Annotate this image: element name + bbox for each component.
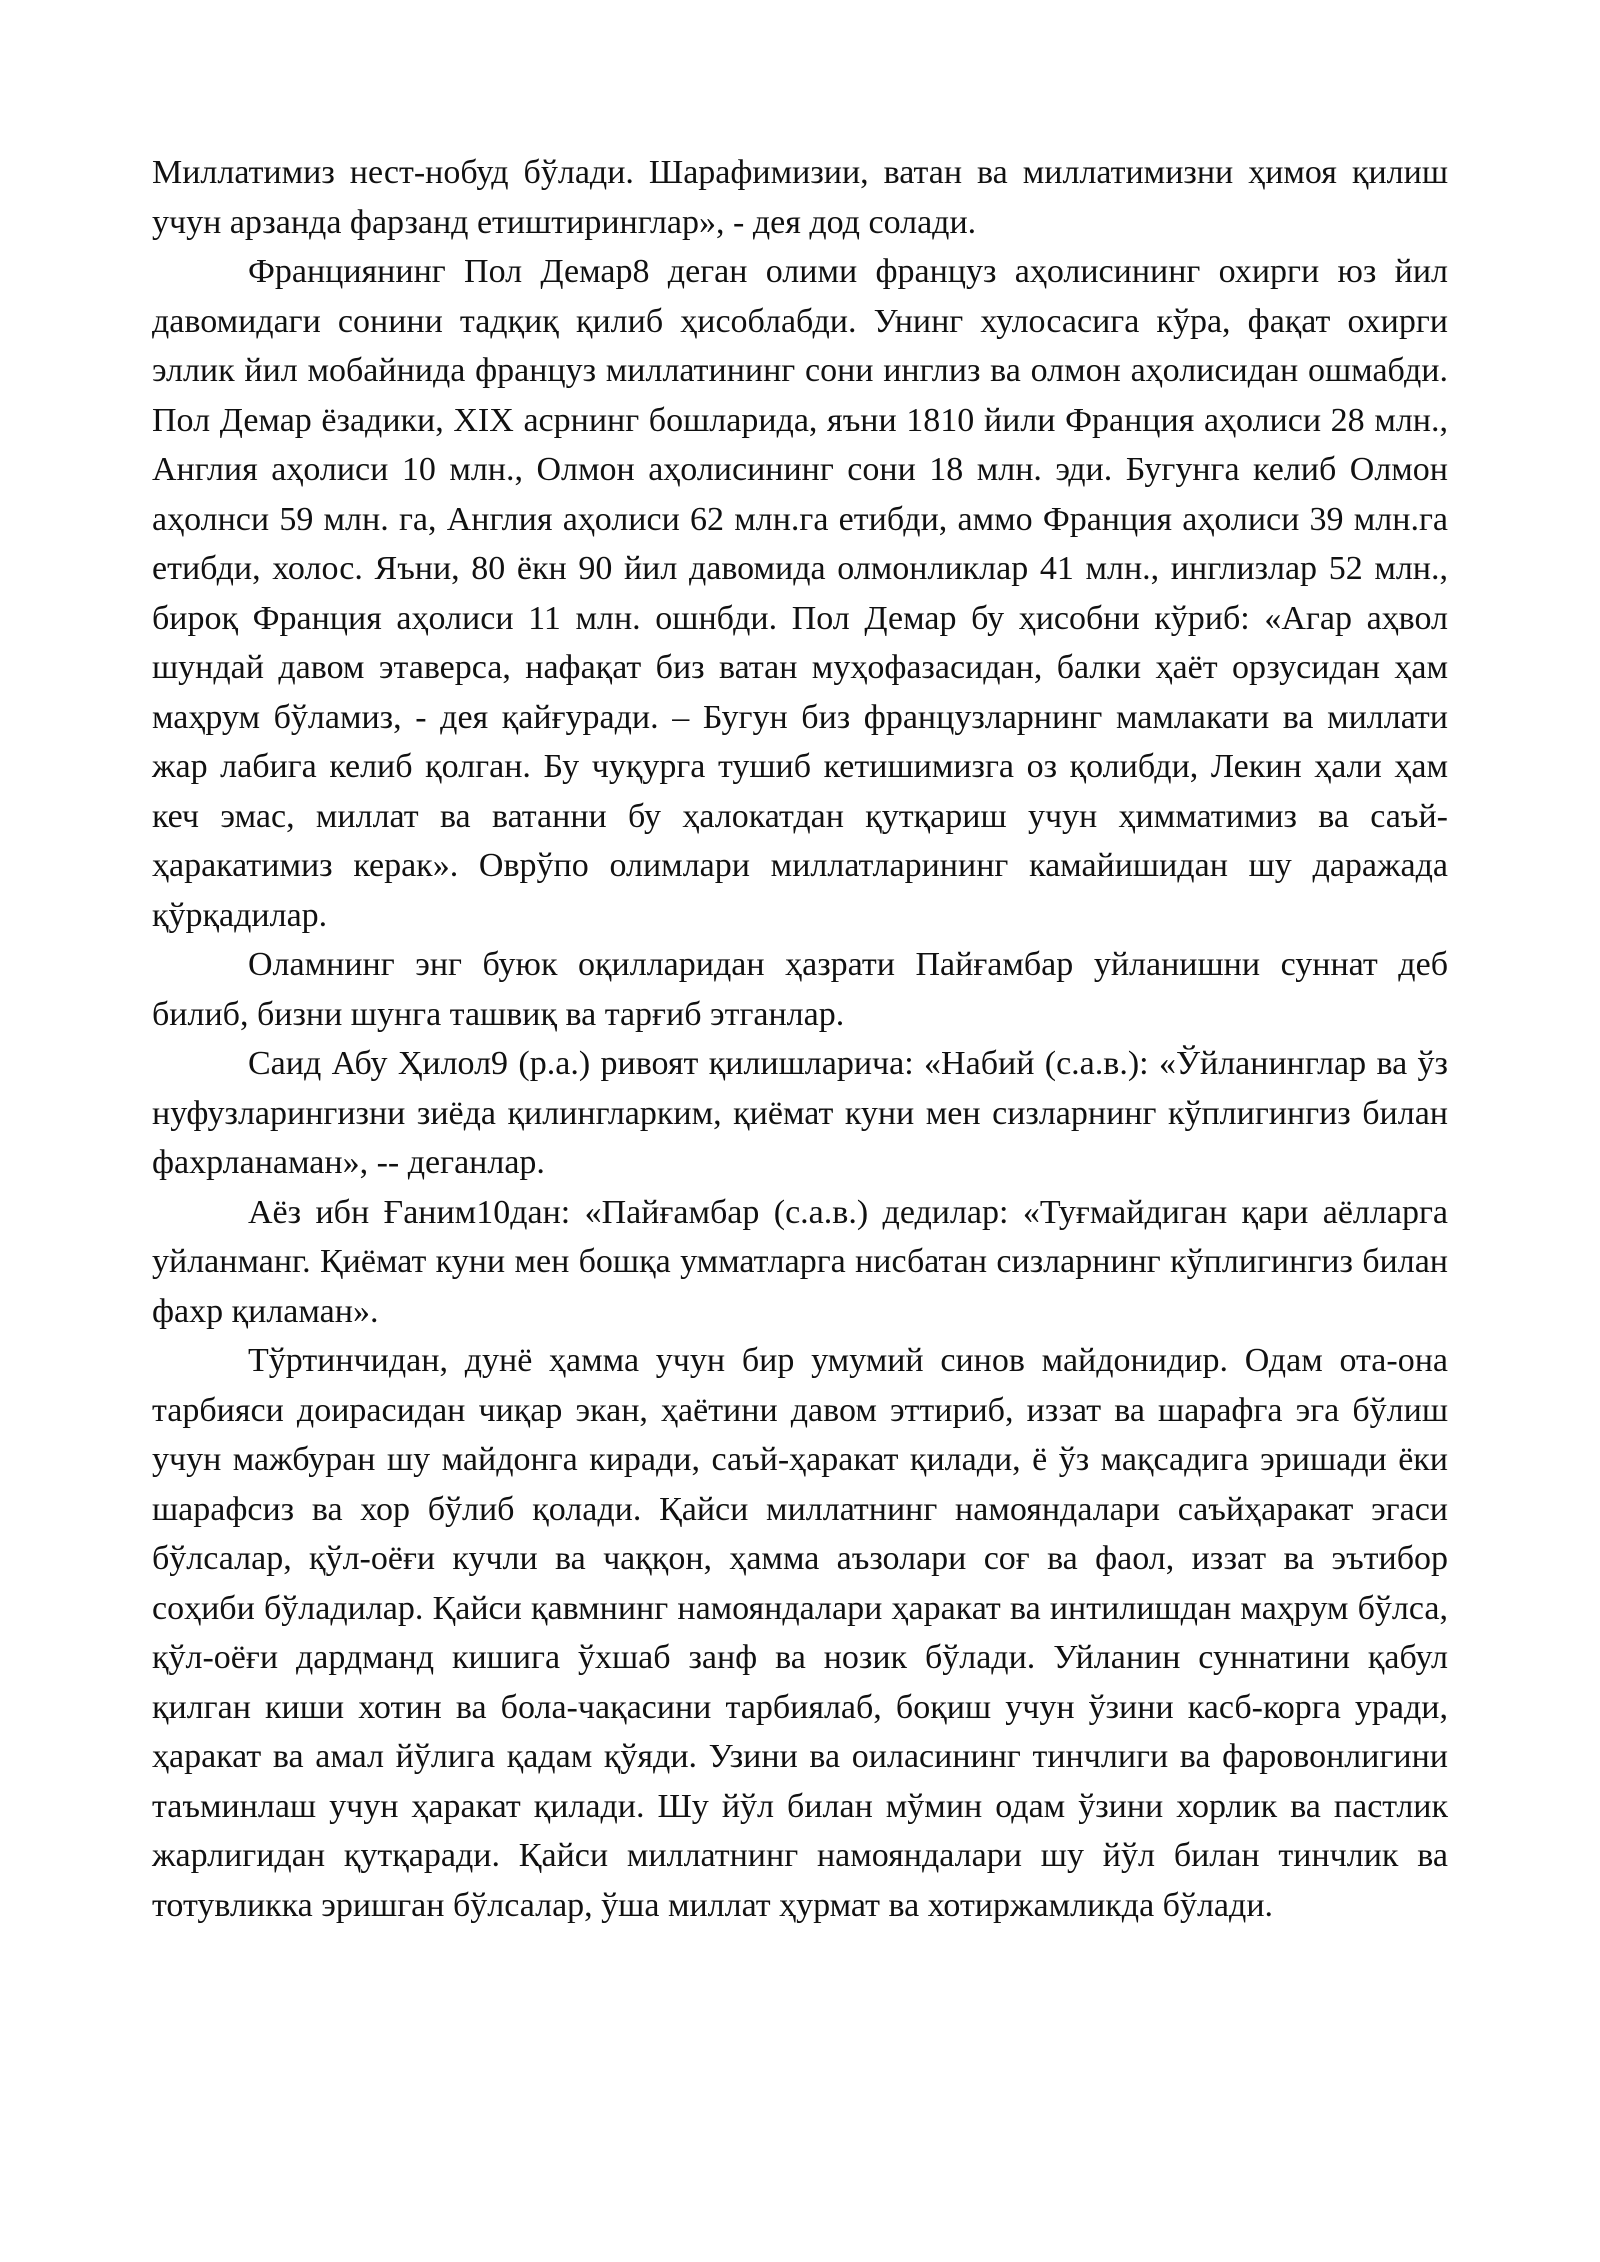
paragraph-prophet-marriage: Оламнинг энг буюк оқилларидан ҳазрати Пайғамбар уйланишни суннат деб билиб, бизни шунга ташвиқ ва тарғиб этганлар. xyxy=(152,946,1448,1033)
paragraph-ayoz-hadith: Аёз ибн Ғаним10дан: «Пайғамбар (с.а.в.) дедилар: «Туғмайдиган қари аёлларга уйланманг. Қиёмат куни мен бошқа умматларга нисбатан сизларнинг кўплигингиз билан фахр қиламан». xyxy=(152,1193,1448,1330)
document-page xyxy=(152,148,1448,1930)
paragraph-fourthly: Тўртинчидан, дунё ҳамма учун бир умумий синов майдонидир. Одам ота-она тарбияси доирасидан чиқар экан, ҳаётини давом эттириб, иззат ва шарафга эга бўлиш учун мажбуран шу майдонга киради, саъй-ҳаракат қилади, ё ўз мақсадига эришади ёки шарафсиз ва хор бўлиб қолади. Қайси миллатнинг намояндалари саъйҳаракат эгаси бўлсалар, қўл-оёғи кучли ва чаққон, ҳамма аъзолари соғ ва фаол, иззат ва эътибор соҳиби бўладилар. Қайси қавмнинг намояндалари ҳаракат ва интилишдан маҳрум бўлса, қўл-оёғи дардманд кишига ўхшаб занф ва нозик бўлади. Уйланин суннатини қабул қилган киши хотин ва бола-чақасини тарбиялаб, боқиш учун ўзини касб-корга уради, ҳаракат ва амал йўлига қадам қўяди. Узини ва оиласининг тинчлиги ва фаровонлигини таъминлаш учун ҳаракат қилади. Шу йўл билан мўмин одам ўзини хорлик ва пастлик жарлигидан қутқаради. Қайси миллатнинг намояндалари шу йўл билан тинчлик ва тотувликка эришган бўлсалар, ўша миллат ҳурмат ва хотиржамликда бўлади. xyxy=(152,1342,1448,1924)
paragraph-continuation: Миллатимиз нест-нобуд бўлади. Шарафимизии, ватан ва миллатимизни ҳимоя қилиш учун арзанда фарзанд етиштиринглар», - дея дод солади. xyxy=(152,154,1448,241)
paragraph-abu-hilol-hadith: Саид Абу Ҳилол9 (р.а.) ривоят қилишларича: «Набий (с.а.в.): «Ўйланинглар ва ўз нуфузларингизни зиёда қилингларким, қиёмат куни мен сизларнинг кўплигингиз билан фахрланаман», -- деганлар. xyxy=(152,1045,1448,1181)
paragraph-paul-demar: Франциянинг Пол Демар8 деган олими француз аҳолисининг охирги юз йил давомидаги сонини тадқиқ қилиб ҳисоблабди. Унинг хулосасига кўра, фақат охирги эллик йил мобайнида француз миллатининг сони инглиз ва олмон аҳолисидан ошмабди. Пол Демар ёзадики, XIX асрнинг бошларида, яъни 1810 йили Франция аҳолиси 28 млн., Англия аҳолиси 10 млн., Олмон аҳолисининг сони 18 млн. эди. Бугунга келиб Олмон аҳолнси 59 млн. га, Англия аҳолиси 62 млн.га етибди, аммо Франция аҳолиси 39 млн.га етибди, холос. Яъни, 80 ёкн 90 йил давомида олмонликлар 41 млн., инглизлар 52 млн., бироқ Франция аҳолиси 11 млн. ошнбди. Пол Демар бу ҳисобни кўриб: «Агар аҳвол шундай давом этаверса, нафақат биз ватан муҳофазасидан, балки ҳаёт орзусидан ҳам маҳрум бўламиз, - дея қайғуради. – Бугун биз французларнинг мамлакати ва миллати жар лабига келиб қолган. Бу чуқурга тушиб кетишимизга оз қолибди, Лекин ҳали ҳам кеч эмас, миллат ва ватанни бу ҳалокатдан қутқариш учун ҳимматимиз ва саъй-ҳаракатимиз керак». Оврўпо олимлари миллатларининг камайишидан шу даражада қўрқадилар. xyxy=(152,253,1448,934)
